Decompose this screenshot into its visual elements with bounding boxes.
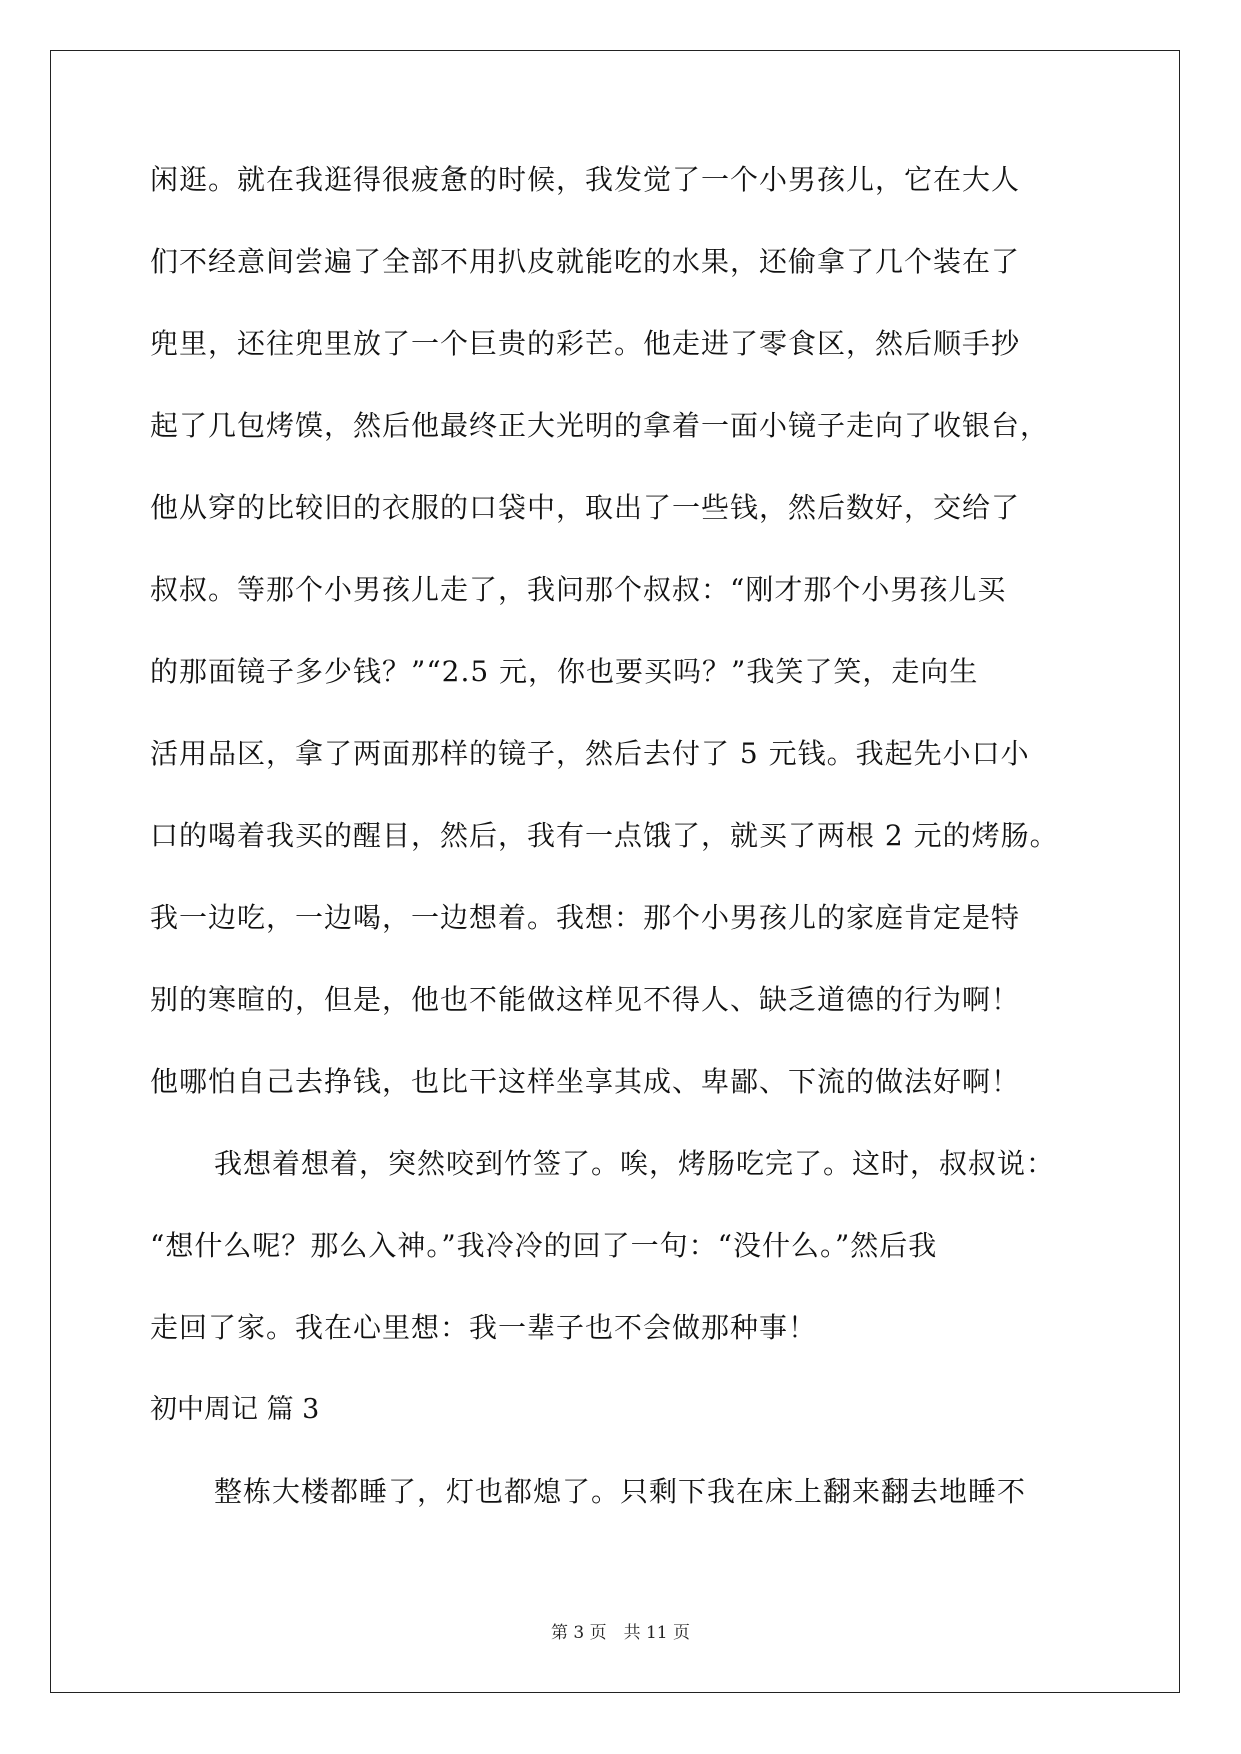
text-line: 我一边吃，一边喝，一边想着。我想：那个小男孩儿的家庭肯定是特	[150, 901, 1021, 934]
text-line: 走回了家。我在心里想：我一辈子也不会做那种事！	[150, 1311, 818, 1344]
text-line: 们不经意间尝遍了全部不用扒皮就能吃的水果，还偷拿了几个装在了	[150, 245, 1021, 278]
text-line: 叔叔。等那个小男孩儿走了，我问那个叔叔：“刚才那个小男孩儿买	[150, 573, 1007, 606]
text-line: 活用品区，拿了两面那样的镜子，然后去付了 5 元钱。我起先小口小	[150, 737, 1030, 770]
text-line: 他哪怕自己去挣钱，也比干这样坐享其成、卑鄙、下流的做法好啊！	[150, 1065, 1021, 1098]
page-number-footer: 第 3 页 共 11 页	[550, 1623, 691, 1643]
section-heading: 初中周记 篇 3	[150, 1394, 320, 1425]
text-line: 别的寒暄的，但是，他也不能做这样见不得人、缺乏道德的行为啊！	[150, 983, 1021, 1016]
paragraph-first-line: 我想着想着，突然咬到竹签了。唉，烤肠吃完了。这时，叔叔说：	[214, 1147, 1056, 1180]
paragraph-first-line: 整栋大楼都睡了，灯也都熄了。只剩下我在床上翻来翻去地睡不	[214, 1475, 1027, 1508]
text-line: 起了几包烤馍，然后他最终正大光明的拿着一面小镜子走向了收银台，	[150, 409, 1050, 442]
text-line: 他从穿的比较旧的衣服的口袋中，取出了一些钱，然后数好，交给了	[150, 491, 1021, 524]
text-line: 兜里，还往兜里放了一个巨贵的彩芒。他走进了零食区，然后顺手抄	[150, 327, 1021, 360]
text-line: “想什么呢？那么入神。”我冷冷的回了一句：“没什么。”然后我	[150, 1229, 938, 1262]
text-line: 的那面镜子多少钱？”“2.5 元，你也要买吗？”我笑了笑，走向生	[150, 655, 979, 688]
text-line: 口的喝着我买的醒目，然后，我有一点饿了，就买了两根 2 元的烤肠。	[150, 819, 1059, 852]
document-body	[150, 160, 1100, 1554]
text-line: 闲逛。就在我逛得很疲惫的时候，我发觉了一个小男孩儿，它在大人	[150, 163, 1021, 196]
